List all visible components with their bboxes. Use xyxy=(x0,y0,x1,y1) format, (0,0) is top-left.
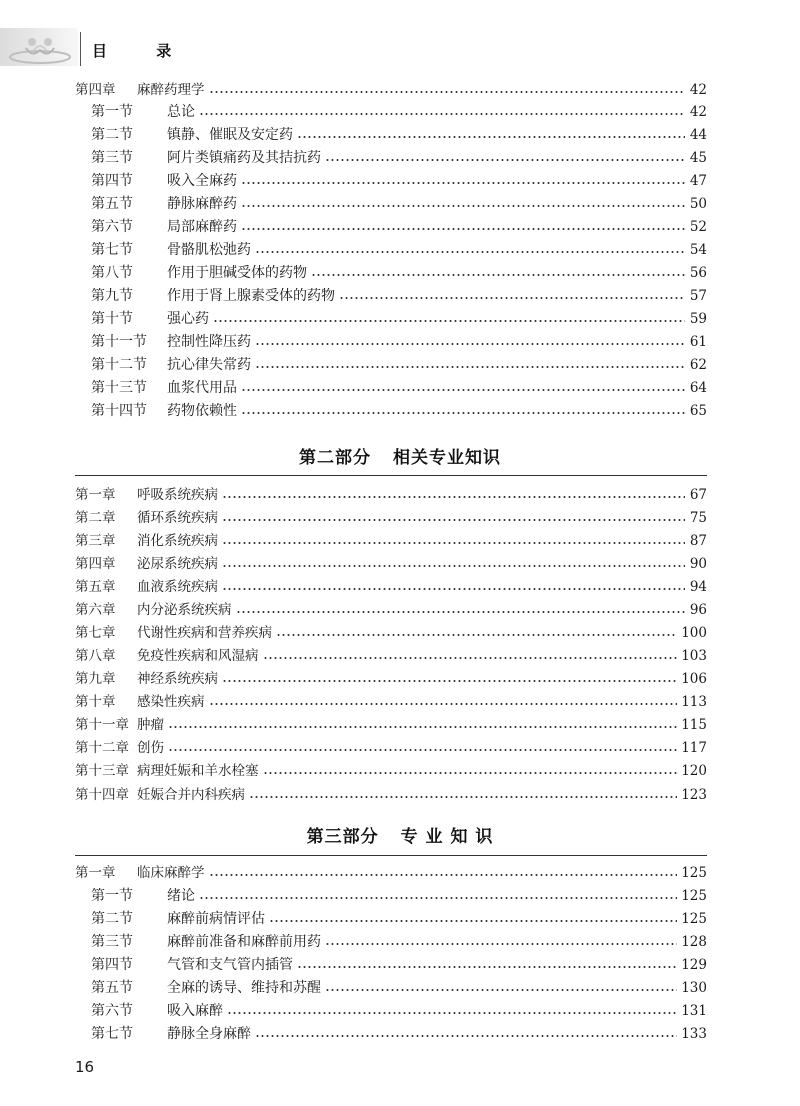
page-ref: 54 xyxy=(689,242,707,258)
part-heading-2 xyxy=(0,443,800,468)
dot-leader xyxy=(241,182,685,184)
chapter-title: 代谢性疾病和营养疾病 xyxy=(137,625,272,641)
dot-leader xyxy=(325,159,685,161)
page-ref: 45 xyxy=(689,150,707,166)
dot-leader xyxy=(325,943,677,945)
section-number: 第四节 xyxy=(91,957,133,973)
section-number: 第五节 xyxy=(91,980,133,996)
chapter-number: 第一章 xyxy=(75,865,116,881)
toc-chapter-row[interactable] xyxy=(75,530,707,552)
page-ref: 90 xyxy=(689,556,707,572)
section-title: 总论 xyxy=(167,104,195,120)
page-ref: 47 xyxy=(689,173,707,189)
page-ref: 64 xyxy=(689,380,707,396)
toc-chapter-row[interactable] xyxy=(75,622,707,644)
toc-section-row[interactable] xyxy=(75,331,707,353)
toc-section-row[interactable] xyxy=(75,101,707,123)
toc-chapter-row[interactable] xyxy=(75,79,707,101)
dot-leader xyxy=(209,703,678,705)
section-number: 第六节 xyxy=(91,1003,133,1019)
section-title: 药物依赖性 xyxy=(167,403,237,419)
section-title: 作用于肾上腺素受体的药物 xyxy=(167,288,335,304)
dot-leader xyxy=(263,772,678,774)
page-ref: 128 xyxy=(681,934,707,950)
toc-section-row[interactable] xyxy=(75,400,707,422)
chapter-title: 感染性疾病 xyxy=(137,694,205,710)
dot-leader xyxy=(236,611,686,613)
dot-leader xyxy=(255,343,685,345)
part-heading-3 xyxy=(0,822,800,847)
dot-leader xyxy=(241,389,685,391)
toc-chapter-row[interactable] xyxy=(75,553,707,575)
chapter-number: 第六章 xyxy=(75,602,116,618)
chapter-number: 第十二章 xyxy=(75,740,129,756)
toc-chapter-row[interactable] xyxy=(75,714,707,736)
chapter-number: 第十一章 xyxy=(75,717,129,733)
chapter-title: 循环系统疾病 xyxy=(137,510,218,526)
chapter-number: 第五章 xyxy=(75,579,116,595)
chapter-number: 第十章 xyxy=(75,694,116,710)
toc-chapter-row[interactable] xyxy=(75,668,707,690)
section-number: 第十二节 xyxy=(91,357,147,373)
section-number: 第一节 xyxy=(91,888,133,904)
page-ref: 125 xyxy=(681,911,707,927)
toc-section-row[interactable] xyxy=(75,885,707,907)
section-number: 第二节 xyxy=(91,911,133,927)
dot-leader xyxy=(209,874,678,876)
page-ref: 96 xyxy=(689,602,707,618)
chapter-number: 第二章 xyxy=(75,510,116,526)
part-label: 第三部分 xyxy=(306,827,379,847)
dot-leader xyxy=(276,634,677,636)
page-ref: 52 xyxy=(689,219,707,235)
chapter-number: 第四章 xyxy=(75,82,116,98)
dot-leader xyxy=(168,749,677,751)
dot-leader xyxy=(339,297,685,299)
page-ref: 113 xyxy=(681,694,707,710)
dot-leader xyxy=(222,542,685,544)
toc-section-row[interactable] xyxy=(75,285,707,307)
dot-leader xyxy=(199,897,677,899)
part-label: 第二部分 xyxy=(299,448,371,468)
chapter-title: 病理妊娠和羊水栓塞 xyxy=(137,763,259,779)
part-divider xyxy=(75,475,707,476)
dot-leader xyxy=(168,726,677,728)
page-ref: 117 xyxy=(681,740,707,756)
toc-chapter-row[interactable] xyxy=(75,599,707,621)
section-number: 第七节 xyxy=(91,1026,133,1042)
toc-section-row[interactable] xyxy=(75,908,707,930)
section-title: 静脉麻醉药 xyxy=(167,196,237,212)
toc-section-row[interactable] xyxy=(75,377,707,399)
toc-chapter-row[interactable] xyxy=(75,784,707,806)
dot-leader xyxy=(241,205,685,207)
section-number: 第一节 xyxy=(91,104,133,120)
toc-section-row[interactable] xyxy=(75,354,707,376)
section-title: 镇静、催眠及安定药 xyxy=(167,127,293,143)
dot-leader xyxy=(325,989,677,991)
page-ref: 75 xyxy=(689,510,707,526)
chapter-number: 第三章 xyxy=(75,533,116,549)
page-ref: 42 xyxy=(689,82,707,98)
toc-chapter-row[interactable] xyxy=(75,507,707,529)
dot-leader xyxy=(222,519,685,521)
chapter-title: 免疫性疾病和风湿病 xyxy=(137,648,259,664)
page-ref: 103 xyxy=(681,648,707,664)
page-ref: 57 xyxy=(689,288,707,304)
chapter-number: 第一章 xyxy=(75,487,116,503)
page-ref: 42 xyxy=(689,104,707,120)
dot-leader xyxy=(255,1035,677,1037)
dot-leader xyxy=(269,920,677,922)
toc-section-row[interactable] xyxy=(75,1023,707,1045)
dot-leader xyxy=(263,657,678,659)
toc-chapter-row[interactable] xyxy=(75,576,707,598)
dot-leader xyxy=(209,91,686,93)
dot-leader xyxy=(213,320,685,322)
dot-leader xyxy=(241,412,685,414)
page-ref: 129 xyxy=(681,957,707,973)
chapter-number: 第九章 xyxy=(75,671,116,687)
page-number: 16 xyxy=(75,1058,95,1076)
page-ref: 61 xyxy=(689,334,707,350)
section-title: 气管和支气管内插管 xyxy=(167,957,293,973)
section-title: 强心药 xyxy=(167,311,209,327)
section-number: 第五节 xyxy=(91,196,133,212)
page-ref: 94 xyxy=(689,579,707,595)
dot-leader xyxy=(222,565,685,567)
dot-leader xyxy=(297,136,685,138)
section-number: 第三节 xyxy=(91,934,133,950)
dot-leader xyxy=(227,1012,677,1014)
header-title: 目 录 xyxy=(92,42,194,60)
dot-leader xyxy=(222,496,685,498)
toc-section-row[interactable] xyxy=(75,308,707,330)
section-number: 第二节 xyxy=(91,127,133,143)
section-number: 第十一节 xyxy=(91,334,147,350)
part-title: 专 业 知 识 xyxy=(400,827,494,847)
chapter-title: 麻醉药理学 xyxy=(137,82,205,98)
page-ref: 130 xyxy=(681,980,707,996)
toc-section-row[interactable] xyxy=(75,124,707,146)
page-ref: 131 xyxy=(681,1003,707,1019)
toc-chapter-row[interactable] xyxy=(75,484,707,506)
toc-section-row[interactable] xyxy=(75,954,707,976)
toc-section-row[interactable] xyxy=(75,262,707,284)
toc-section-row[interactable] xyxy=(75,193,707,215)
section-title: 绪论 xyxy=(167,888,195,904)
page-ref: 106 xyxy=(681,671,707,687)
page-ref: 59 xyxy=(689,311,707,327)
section-title: 吸入麻醉 xyxy=(167,1003,223,1019)
section-title: 吸入全麻药 xyxy=(167,173,237,189)
dot-leader xyxy=(241,228,685,230)
page-ref: 123 xyxy=(681,787,707,803)
section-title: 骨骼肌松弛药 xyxy=(167,242,251,258)
part-divider xyxy=(75,855,707,856)
toc-section-row[interactable] xyxy=(75,1000,707,1022)
part-title: 相关专业知识 xyxy=(393,448,501,468)
page-ref: 87 xyxy=(689,533,707,549)
section-title: 抗心律失常药 xyxy=(167,357,251,373)
chapter-title: 血液系统疾病 xyxy=(137,579,218,595)
toc-section-row[interactable] xyxy=(75,239,707,261)
toc-section-row[interactable] xyxy=(75,931,707,953)
toc-chapter-row[interactable] xyxy=(75,645,707,667)
dot-leader xyxy=(222,680,677,682)
section-title: 阿片类镇痛药及其拮抗药 xyxy=(167,150,321,166)
section-title: 血浆代用品 xyxy=(167,380,237,396)
dot-leader xyxy=(255,366,685,368)
toc-chapter-row[interactable] xyxy=(75,862,707,884)
chapter-title: 内分泌系统疾病 xyxy=(137,602,232,618)
page-ref: 115 xyxy=(681,717,707,733)
dot-leader xyxy=(297,966,677,968)
toc-chapter-row[interactable] xyxy=(75,737,707,759)
section-title: 控制性降压药 xyxy=(167,334,251,350)
dot-leader xyxy=(199,113,685,115)
section-title: 局部麻醉药 xyxy=(167,219,237,235)
page-ref: 50 xyxy=(689,196,707,212)
section-title: 全麻的诱导、维持和苏醒 xyxy=(167,980,321,996)
chapter-title: 临床麻醉学 xyxy=(137,865,205,881)
page-ref: 65 xyxy=(689,403,707,419)
page-ref: 100 xyxy=(681,625,707,641)
chapter-title: 肿瘤 xyxy=(137,717,164,733)
page-ref: 44 xyxy=(689,127,707,143)
section-number: 第十四节 xyxy=(91,403,147,419)
header-divider xyxy=(80,32,81,66)
publisher-logo-icon xyxy=(4,30,76,66)
chapter-number: 第四章 xyxy=(75,556,116,572)
chapter-number: 第十四章 xyxy=(75,787,129,803)
section-number: 第三节 xyxy=(91,150,133,166)
chapter-title: 创伤 xyxy=(137,740,164,756)
chapter-title: 泌尿系统疾病 xyxy=(137,556,218,572)
section-title: 麻醉前准备和麻醉前用药 xyxy=(167,934,321,950)
section-number: 第七节 xyxy=(91,242,133,258)
section-number: 第八节 xyxy=(91,265,133,281)
dot-leader xyxy=(222,588,685,590)
toc-chapter-row[interactable] xyxy=(75,691,707,713)
section-title: 麻醉前病情评估 xyxy=(167,911,265,927)
chapter-number: 第七章 xyxy=(75,625,116,641)
page-ref: 125 xyxy=(681,888,707,904)
section-title: 静脉全身麻醉 xyxy=(167,1026,251,1042)
section-number: 第四节 xyxy=(91,173,133,189)
dot-leader xyxy=(249,796,677,798)
toc-section-row[interactable] xyxy=(75,216,707,238)
chapter-title: 神经系统疾病 xyxy=(137,671,218,687)
chapter-number: 第八章 xyxy=(75,648,116,664)
page-ref: 125 xyxy=(681,865,707,881)
chapter-title: 呼吸系统疾病 xyxy=(137,487,218,503)
section-number: 第六节 xyxy=(91,219,133,235)
toc-chapter-row[interactable] xyxy=(75,760,707,782)
section-title: 作用于胆碱受体的药物 xyxy=(167,265,307,281)
section-number: 第十节 xyxy=(91,311,133,327)
section-number: 第十三节 xyxy=(91,380,147,396)
toc-section-row[interactable] xyxy=(75,170,707,192)
page-ref: 120 xyxy=(681,763,707,779)
dot-leader xyxy=(255,251,685,253)
chapter-title: 妊娠合并内科疾病 xyxy=(137,787,245,803)
page-ref: 133 xyxy=(681,1026,707,1042)
toc-section-row[interactable] xyxy=(75,147,707,169)
chapter-number: 第十三章 xyxy=(75,763,129,779)
toc-section-row[interactable] xyxy=(75,977,707,999)
section-number: 第九节 xyxy=(91,288,133,304)
dot-leader xyxy=(311,274,685,276)
page-ref: 67 xyxy=(689,487,707,503)
page-ref: 56 xyxy=(689,265,707,281)
page-ref: 62 xyxy=(689,357,707,373)
chapter-title: 消化系统疾病 xyxy=(137,533,218,549)
